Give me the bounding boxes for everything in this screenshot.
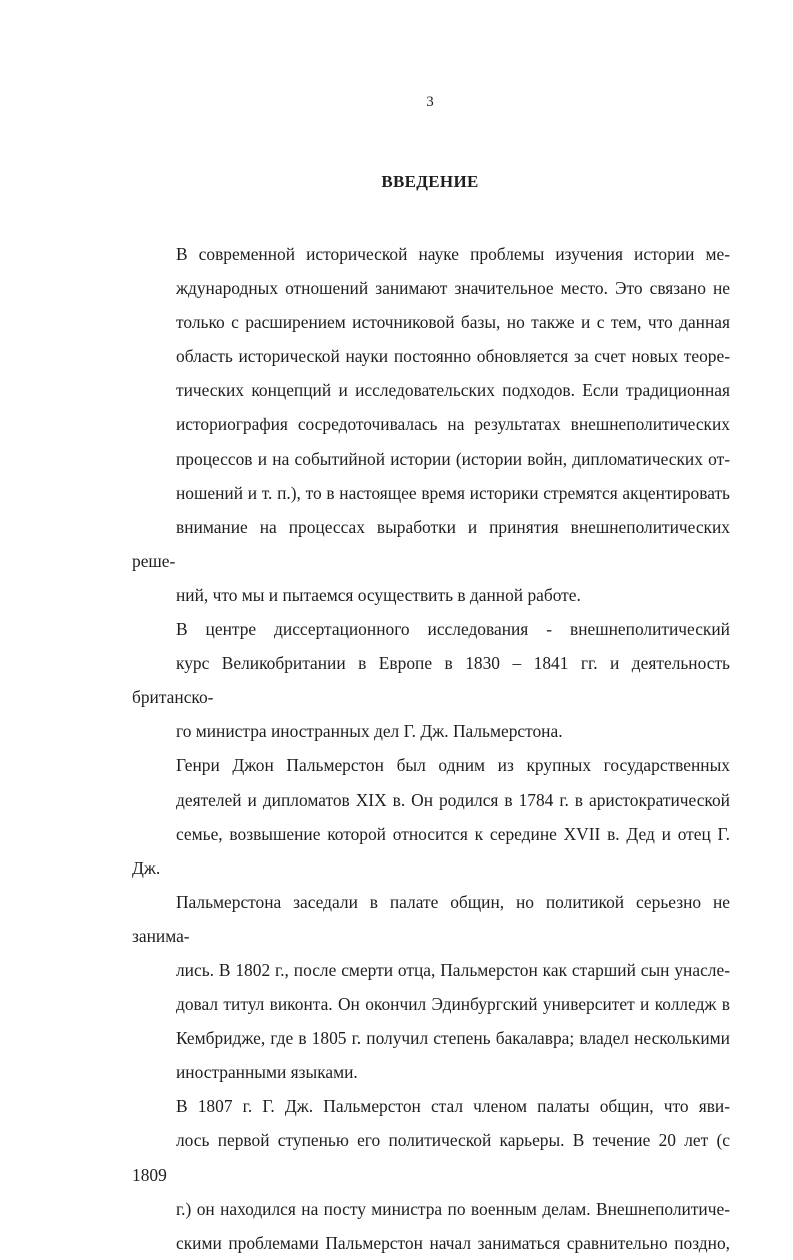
- text-line: го министра иностранных дел Г. Дж. Пальмерстона.: [176, 721, 563, 742]
- text-line: Пальмерстона заседали в палате общин, но политикой серьезно не занима-: [132, 891, 730, 946]
- paragraph-2: [132, 612, 730, 748]
- text-line: лось первой ступенью его политической карьеры. В течение 20 лет (с 1809: [132, 1130, 730, 1185]
- text-line: область исторической науки постоянно обновляется за счет новых теоре-: [176, 346, 730, 367]
- text-line: скими проблемами Пальмерстон начал заниматься сравнительно поздно,: [176, 1232, 730, 1253]
- text-line: В современной исторической науке проблемы изучения истории ме-: [176, 244, 730, 264]
- text-line: В 1807 г. Г. Дж. Пальмерстон стал членом палаты общин, что яви-: [176, 1096, 730, 1117]
- text-line: ний, что мы и пытаемся осуществить в данной работе.: [176, 584, 581, 605]
- text-line: лись. В 1802 г., после смерти отца, Пальмерстон как старший сын унасле-: [176, 959, 730, 980]
- paragraph-1: [132, 237, 730, 612]
- text-line: ношений и т. п.), то в настоящее время историки стремятся акцентировать: [176, 482, 730, 503]
- text-line: внимание на процессах выработки и принятия внешнеполитических реше-: [132, 516, 730, 571]
- text-line: курс Великобритании в Европе в 1830 – 1841 гг. и деятельность британско-: [132, 653, 730, 708]
- text-line: деятелей и дипломатов XIX в. Он родился в 1784 г. в аристократической: [176, 789, 730, 810]
- paragraph-4: [132, 1089, 730, 1259]
- text-line: г.) он находился на посту министра по военным делам. Внешнеполитиче-: [176, 1198, 730, 1219]
- text-line: довал титул виконта. Он окончил Эдинбургский университет и колледж в: [176, 994, 730, 1015]
- text-line: Кембридже, где в 1805 г. получил степень бакалавра; владел несколькими: [176, 1028, 730, 1049]
- body-text: [132, 237, 730, 1260]
- text-line: ждународных отношений занимают значительное место. Это связано не: [176, 278, 730, 299]
- page-number: 3: [426, 94, 434, 110]
- text-line: историография сосредоточивалась на результатах внешнеполитических: [176, 414, 730, 435]
- text-line: только с расширением источниковой базы, но также и с тем, что данная: [176, 312, 730, 333]
- text-line: тических концепций и исследовательских подходов. Если традиционная: [176, 380, 730, 401]
- text-line: процессов и на событийной истории (истории войн, дипломатических от-: [176, 448, 730, 469]
- section-heading: ВВЕДЕНИЕ: [381, 172, 479, 191]
- text-line: Генри Джон Пальмерстон был одним из крупных государственных: [176, 755, 730, 776]
- paragraph-3: [132, 748, 730, 1089]
- text-line: иностранными языками.: [176, 1062, 358, 1083]
- text-line: семье, возвышение которой относится к середине XVII в. Дед и отец Г. Дж.: [132, 823, 730, 878]
- text-line: В центре диссертационного исследования - внешнеполитический: [176, 619, 730, 640]
